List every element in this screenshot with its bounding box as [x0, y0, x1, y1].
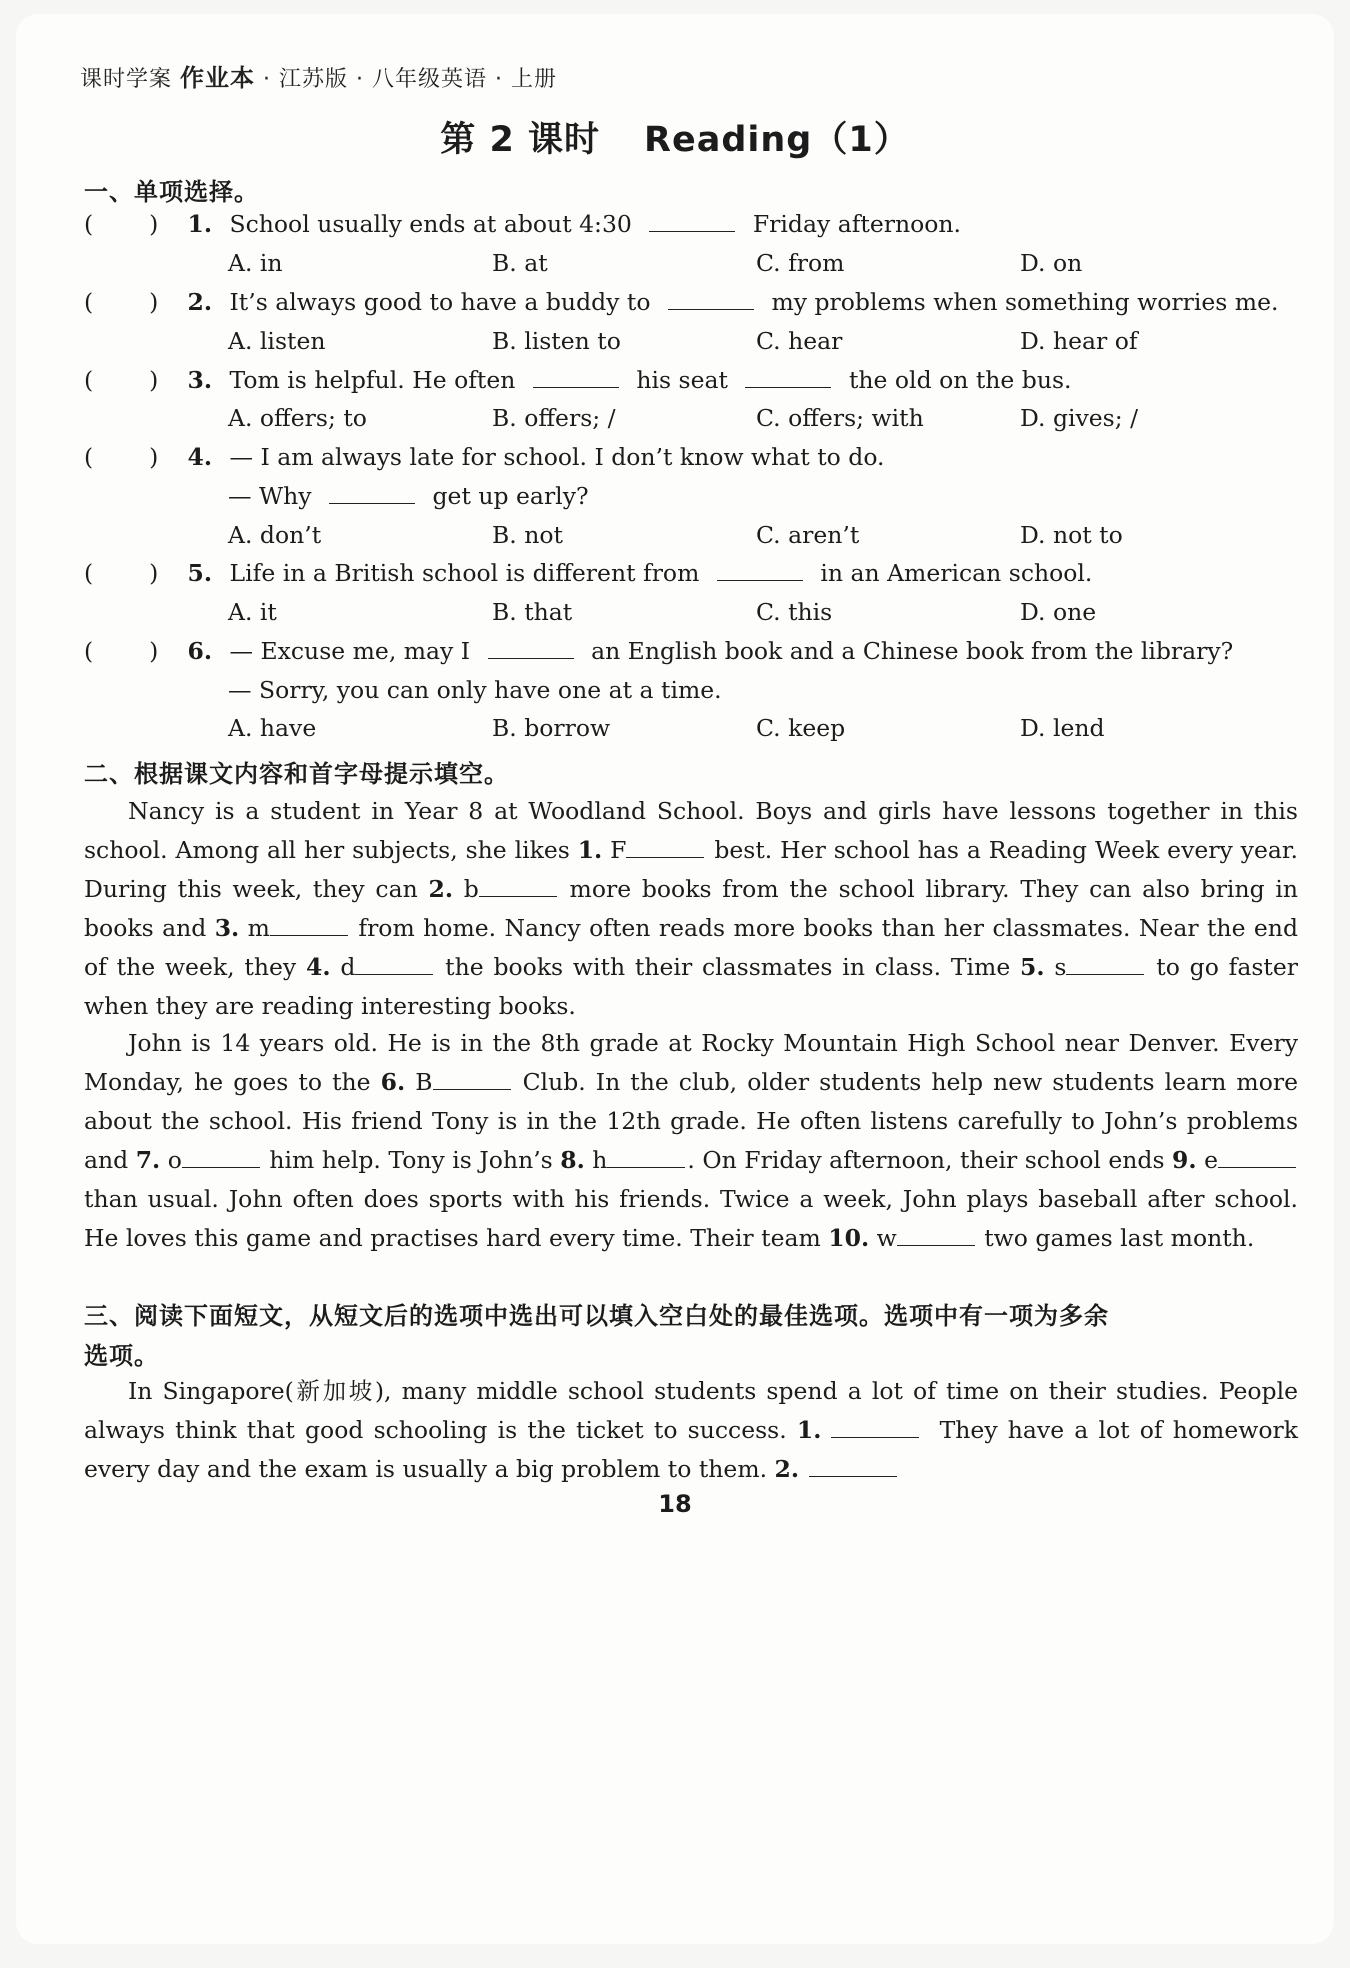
answer-blank[interactable] — [270, 915, 348, 936]
question-number: 2. — [187, 288, 213, 316]
option-d[interactable]: D. on — [1020, 249, 1083, 277]
option-b[interactable]: B. listen to — [492, 327, 621, 355]
section-1-heading: 一、单项选择。 — [84, 178, 259, 206]
question-6 — [84, 637, 1334, 665]
question-text: Tom is helpful. He often — [229, 366, 516, 394]
lesson-topic: Reading（1） — [644, 120, 910, 160]
question-4-line-2 — [228, 482, 589, 510]
answer-blank[interactable] — [745, 367, 831, 388]
question-text: — I am always late for school. I don’t know what to do. — [229, 443, 885, 471]
question-text: — Why — [228, 482, 312, 510]
blank-number: 2. — [428, 875, 454, 903]
option-c[interactable]: C. this — [756, 598, 833, 626]
answer-blank[interactable] — [668, 289, 754, 310]
book-name: 作业本 — [180, 64, 256, 92]
answer-blank[interactable] — [1066, 954, 1144, 975]
question-text: It’s always good to have a buddy to — [229, 288, 651, 316]
answer-blank[interactable] — [649, 211, 735, 232]
option-b[interactable]: B. offers; / — [492, 404, 616, 432]
question-text: the old on the bus. — [848, 366, 1072, 394]
option-a[interactable]: A. offers; to — [228, 404, 367, 432]
option-c[interactable]: C. from — [756, 249, 845, 277]
question-text: — Excuse me, may I — [229, 637, 471, 665]
option-b[interactable]: B. that — [492, 598, 573, 626]
answer-bracket[interactable]: ( ) — [84, 443, 159, 471]
question-text: Life in a British school is different from — [229, 559, 700, 587]
question-number: 5. — [187, 559, 213, 587]
option-c[interactable]: C. hear — [756, 327, 843, 355]
passage-nancy: Nancy is a student in Year 8 at Woodland School. Boys and girls have lessons together in this school. Among all her subjects, she likes 1. F best. Her school has a Reading Week every year. During this week, they can 2. b more books from the school library. They can also bring in books and 3. m from home. Nancy often reads more books than her classmates. Near the end of the week, they 4. d the books with their classmates in class. Time 5. s to go faster when they are reading interesting books. — [84, 797, 1299, 1020]
book-header — [80, 58, 557, 93]
section-3-heading — [84, 1296, 1298, 1376]
answer-bracket[interactable]: ( ) — [84, 210, 159, 238]
passage-john: John is 14 years old. He is in the 8th grade at Rocky Mountain High School near Denver. Every Monday, he goes to the 6. B Club. In the club, older students help new students learn more about the school. His friend Tony is in the 12th grade. He often listens carefully to John’s problems and 7. o him help. Tony is John’s 8. h . On Friday afternoon, their school ends 9. e than usual. John often does sports with his friends. Twice a week, John plays baseball after school. He loves this game and practises hard every time. Their team 10. w two games last month. — [84, 1029, 1299, 1252]
answer-blank[interactable] — [479, 876, 557, 897]
edition-info: · 江苏版 · 八年级英语 · 上册 — [263, 67, 557, 92]
option-a[interactable]: A. don’t — [228, 521, 322, 549]
answer-blank[interactable] — [533, 367, 619, 388]
answer-blank[interactable] — [626, 837, 704, 858]
question-3 — [84, 366, 1334, 394]
answer-blank[interactable] — [355, 954, 433, 975]
question-text: get up early? — [432, 482, 589, 510]
answer-blank[interactable] — [809, 1456, 897, 1477]
section-2-heading: 二、根据课文内容和首字母提示填空。 — [84, 760, 509, 788]
lesson-number: 第 2 课时 — [440, 120, 601, 160]
option-d[interactable]: D. lend — [1020, 714, 1105, 742]
question-text: School usually ends at about 4:30 — [229, 210, 632, 238]
option-a[interactable]: A. it — [228, 598, 277, 626]
option-c[interactable]: C. aren’t — [756, 521, 860, 549]
answer-blank[interactable] — [433, 1069, 511, 1090]
option-c[interactable]: C. keep — [756, 714, 846, 742]
question-number: 4. — [187, 443, 213, 471]
blank-number: 1. — [796, 1416, 822, 1444]
question-1 — [84, 210, 1334, 238]
option-b[interactable]: B. borrow — [492, 714, 611, 742]
question-number: 3. — [187, 366, 213, 394]
answer-blank[interactable] — [182, 1147, 260, 1168]
option-d[interactable]: D. gives; / — [1020, 404, 1139, 432]
worksheet-page — [16, 14, 1334, 1944]
question-6-line-2: — Sorry, you can only have one at a time. — [228, 676, 722, 704]
option-b[interactable]: B. not — [492, 521, 563, 549]
blank-number: 9. — [1172, 1146, 1197, 1174]
option-a[interactable]: A. have — [228, 714, 317, 742]
question-text: Friday afternoon. — [752, 210, 962, 238]
section-3-heading-line-2: 选项。 — [84, 1342, 159, 1370]
answer-blank[interactable] — [607, 1147, 685, 1168]
question-text: in an American school. — [820, 559, 1093, 587]
question-text: his seat — [636, 366, 728, 394]
blank-number: 3. — [214, 914, 240, 942]
option-a[interactable]: A. listen — [228, 327, 326, 355]
passage-singapore: In Singapore(新加坡), many middle school students spend a lot of time on their studies. People always think that good schooling is the ticket to success. 1. They have a lot of homework every day and the exam is usually a big problem to them. 2. — [84, 1377, 1298, 1483]
series-name: 课时学案 — [80, 67, 173, 92]
page-number: 18 — [658, 1490, 692, 1518]
answer-bracket[interactable]: ( ) — [84, 288, 159, 316]
question-number: 1. — [187, 210, 213, 238]
page-title — [16, 112, 1334, 162]
answer-blank[interactable] — [717, 560, 803, 581]
blank-number: 1. — [577, 836, 603, 864]
blank-number: 5. — [1020, 953, 1045, 981]
answer-bracket[interactable]: ( ) — [84, 637, 159, 665]
option-d[interactable]: D. one — [1020, 598, 1097, 626]
answer-blank[interactable] — [488, 638, 574, 659]
blank-number: 2. — [774, 1455, 800, 1483]
question-text: my problems when something worries me. — [771, 288, 1279, 316]
question-text: an English book and a Chinese book from the library? — [591, 637, 1234, 665]
option-d[interactable]: D. hear of — [1020, 327, 1138, 355]
section-3-heading-line-1: 三、阅读下面短文，从短文后的选项中选出可以填入空白处的最佳选项。选项中有一项为多余 — [84, 1302, 1109, 1330]
answer-blank[interactable] — [831, 1417, 919, 1438]
question-4 — [84, 443, 1334, 471]
blank-number: 4. — [305, 953, 331, 981]
option-d[interactable]: D. not to — [1020, 521, 1123, 549]
blank-number: 10. — [828, 1224, 870, 1252]
answer-blank[interactable] — [329, 483, 415, 504]
answer-blank[interactable] — [1218, 1147, 1296, 1168]
answer-bracket[interactable]: ( ) — [84, 559, 159, 587]
blank-number: 7. — [135, 1146, 161, 1174]
blank-number: 6. — [380, 1068, 406, 1096]
option-a[interactable]: A. in — [228, 249, 283, 277]
question-number: 6. — [187, 637, 213, 665]
option-c[interactable]: C. offers; with — [756, 404, 924, 432]
question-2 — [84, 288, 1334, 316]
blank-number: 8. — [560, 1146, 585, 1174]
question-5 — [84, 559, 1334, 587]
answer-bracket[interactable]: ( ) — [84, 366, 159, 394]
answer-blank[interactable] — [897, 1225, 975, 1246]
option-b[interactable]: B. at — [492, 249, 548, 277]
